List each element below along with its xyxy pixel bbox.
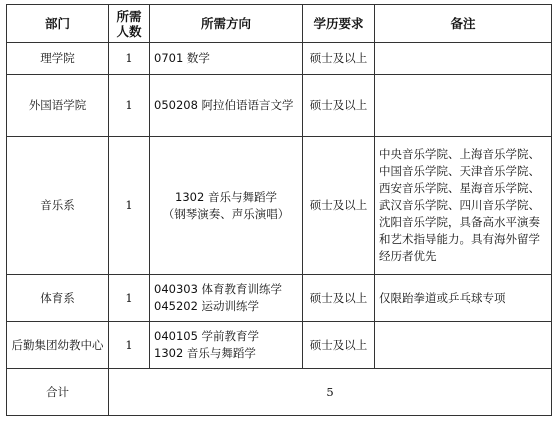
cell-count: 1 <box>109 43 150 75</box>
cell-dept: 理学院 <box>7 43 109 75</box>
header-notes: 备注 <box>375 5 552 43</box>
direction-line: 1302 音乐与舞蹈学 <box>154 346 256 360</box>
total-value: 5 <box>109 369 552 416</box>
direction-line: 045202 运动训练学 <box>154 299 260 313</box>
direction-line: 0701 数学 <box>154 51 210 65</box>
cell-direction <box>150 75 303 137</box>
direction-line: 050208 阿拉伯语语言文学 <box>154 98 294 112</box>
table-row <box>7 322 552 369</box>
table-row <box>7 137 552 275</box>
header-dept: 部门 <box>7 5 109 43</box>
cell-count: 1 <box>109 275 150 322</box>
cell-education: 硕士及以上 <box>303 275 375 322</box>
cell-notes <box>375 322 552 369</box>
cell-count: 1 <box>109 137 150 275</box>
header-direction: 所需方向 <box>150 5 303 43</box>
table-total-row <box>7 369 552 416</box>
cell-notes: 中央音乐学院、上海音乐学院、中国音乐学院、天津音乐学院、西安音乐学院、星海音乐学院、武汉音乐学院、四川音乐学院、沈阳音乐学院，具备高水平演奏和艺术指导能力。具有海外留学经历者优先 <box>375 137 552 275</box>
cell-dept: 外国语学院 <box>7 75 109 137</box>
cell-education: 硕士及以上 <box>303 43 375 75</box>
total-label: 合计 <box>7 369 109 416</box>
cell-direction <box>150 322 303 369</box>
direction-line: 1302 音乐与舞蹈学 <box>175 189 277 204</box>
header-education: 学历要求 <box>303 5 375 43</box>
header-count: 所需人数 <box>109 5 150 43</box>
cell-notes <box>375 43 552 75</box>
cell-education: 硕士及以上 <box>303 322 375 369</box>
cell-direction <box>150 137 303 275</box>
direction-line: 040303 体育教育训练学 <box>154 282 283 296</box>
direction-line: 040105 学前教育学 <box>154 329 260 343</box>
cell-notes: 仅限跆拳道或乒乓球专项 <box>375 275 552 322</box>
table-row <box>7 43 552 75</box>
table-row <box>7 275 552 322</box>
cell-dept: 音乐系 <box>7 137 109 275</box>
direction-line: （钢琴演奏、声乐演唱） <box>162 206 290 221</box>
cell-dept: 体育系 <box>7 275 109 322</box>
cell-direction <box>150 275 303 322</box>
recruitment-table <box>6 4 552 416</box>
cell-count: 1 <box>109 322 150 369</box>
table-row <box>7 75 552 137</box>
cell-education: 硕士及以上 <box>303 137 375 275</box>
cell-count: 1 <box>109 75 150 137</box>
cell-education: 硕士及以上 <box>303 75 375 137</box>
cell-notes <box>375 75 552 137</box>
cell-direction <box>150 43 303 75</box>
cell-dept: 后勤集团幼教中心 <box>7 322 109 369</box>
table-header-row <box>7 5 552 43</box>
